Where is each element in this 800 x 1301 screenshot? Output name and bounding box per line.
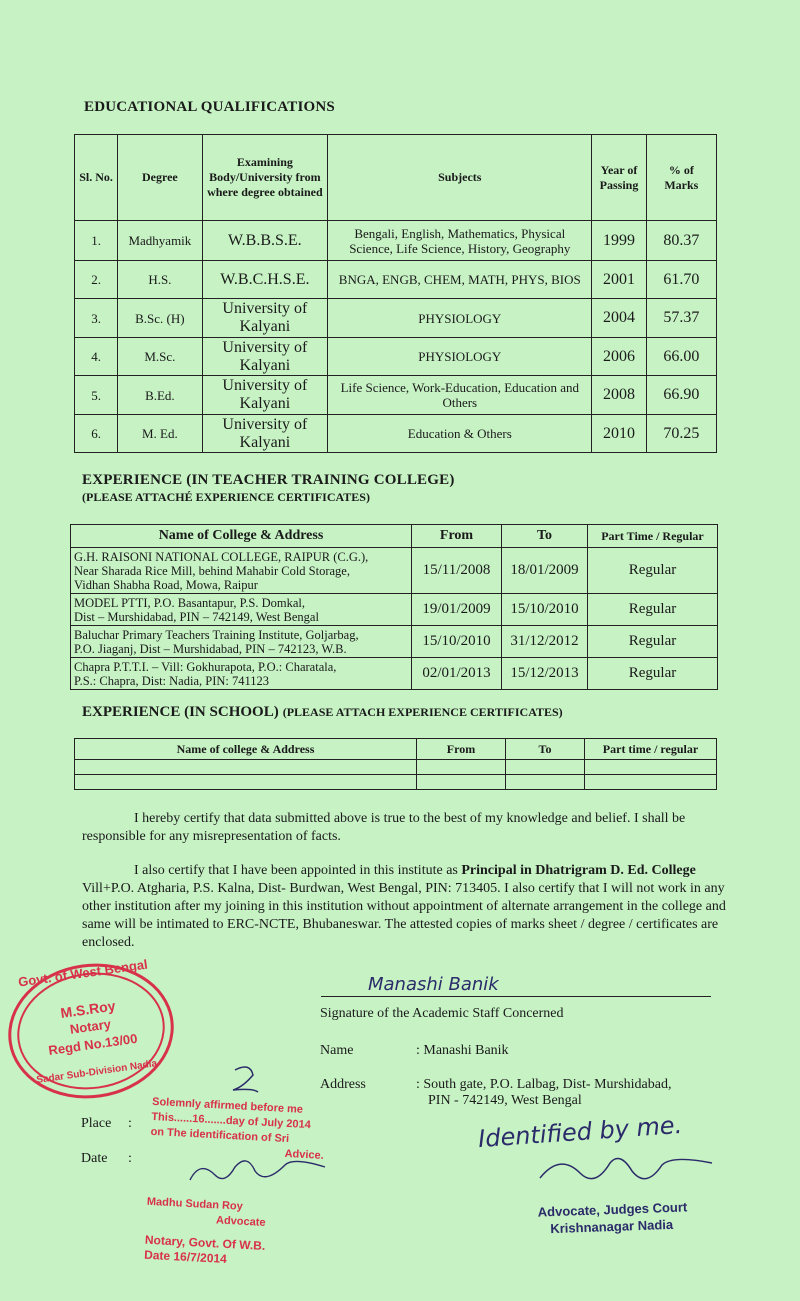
affirm-line: This......16.......day of July 2014 xyxy=(151,1110,312,1132)
affirm-line: Notary, Govt. Of W.B. xyxy=(144,1232,266,1253)
address-line: Vidhan Shabha Road, Mowa, Raipur xyxy=(74,577,258,592)
name-value: : Manashi Banik xyxy=(416,1043,509,1058)
seal-top-text: Govt. of West Bengal xyxy=(17,956,149,990)
handwritten-signature: Manashi Banik xyxy=(368,974,499,995)
col-type: Part Time / Regular xyxy=(588,525,718,548)
affirm-line: Date 16/7/2014 xyxy=(143,1247,228,1266)
address-line: Baluchar Primary Teachers Training Institute, Goljarbag, xyxy=(74,627,359,642)
declaration-para2 xyxy=(82,862,734,952)
degree-cell: B.Sc. (H) xyxy=(118,299,202,338)
seal-bottom-text: Sadar Sub-Division Nadia xyxy=(35,1058,158,1087)
sl-cell: 1. xyxy=(75,221,118,261)
col-college: Name of College & Address xyxy=(71,525,412,548)
col-to: To xyxy=(502,525,588,548)
seal-name: M.S.Roy xyxy=(59,997,117,1021)
degree-cell: M.Sc. xyxy=(118,338,202,376)
affirm-line: on The identification of Sri xyxy=(150,1125,290,1146)
type-cell: Regular xyxy=(588,658,718,690)
ttc-header-row xyxy=(71,525,718,548)
address-label: Address xyxy=(320,1077,366,1092)
col-examining-body: Examining Body/University from where degree obtained xyxy=(202,135,328,221)
place-label: Place xyxy=(81,1116,112,1131)
empty-cell xyxy=(585,775,717,790)
type-cell: Regular xyxy=(588,594,718,626)
body-cell: University of Kalyani xyxy=(202,415,328,453)
marks-cell: 66.90 xyxy=(646,376,716,415)
empty-cell xyxy=(417,760,506,775)
identified-handwriting: Identified by me. xyxy=(477,1110,684,1154)
table-row xyxy=(71,548,718,594)
degree-cell: M. Ed. xyxy=(118,415,202,453)
school-table xyxy=(74,738,717,790)
marks-cell: 61.70 xyxy=(646,261,716,299)
table-row xyxy=(75,376,717,415)
name-label: Name xyxy=(320,1043,354,1058)
ttc-title: EXPERIENCE (IN TEACHER TRAINING COLLEGE) xyxy=(82,472,455,488)
subjects-cell: Bengali, English, Mathematics, Physical Science, Life Science, History, Geography xyxy=(328,221,592,261)
col-from: From xyxy=(412,525,502,548)
year-cell: 2008 xyxy=(592,376,646,415)
col-year: Year of Passing xyxy=(592,135,646,221)
degree-cell: H.S. xyxy=(118,261,202,299)
body-cell: W.B.B.S.E. xyxy=(202,221,328,261)
education-table xyxy=(74,134,717,453)
type-cell: Regular xyxy=(588,626,718,658)
from-cell: 19/01/2009 xyxy=(412,594,502,626)
table-row xyxy=(75,415,717,453)
address-line: Dist – Murshidabad, PIN – 742149, West Bengal xyxy=(74,609,319,624)
empty-cell xyxy=(585,760,717,775)
address-line: MODEL PTTI, P.O. Basantapur, P.S. Domkal, xyxy=(74,595,305,610)
type-cell: Regular xyxy=(588,548,718,594)
address-line-2: PIN - 742149, West Bengal xyxy=(428,1093,582,1108)
year-cell: 2004 xyxy=(592,299,646,338)
subjects-cell: PHYSIOLOGY xyxy=(328,299,592,338)
subjects-cell: Life Science, Work-Education, Education and Others xyxy=(328,376,592,415)
affirm-line: Advocate xyxy=(215,1214,266,1229)
education-header-row xyxy=(75,135,717,221)
table-row xyxy=(75,760,717,775)
table-row xyxy=(75,261,717,299)
table-row xyxy=(71,594,718,626)
year-cell: 2006 xyxy=(592,338,646,376)
year-cell: 2001 xyxy=(592,261,646,299)
sl-cell: 4. xyxy=(75,338,118,376)
para2-bold: Principal in Dhatrigram D. Ed. College xyxy=(461,863,696,878)
school-heading xyxy=(82,703,563,721)
to-cell: 18/01/2009 xyxy=(502,548,588,594)
affirm-line: Advice. xyxy=(284,1147,325,1162)
table-row xyxy=(71,626,718,658)
address-line: P.S.: Chapra, Dist: Nadia, PIN: 741123 xyxy=(74,673,270,688)
year-cell: 2010 xyxy=(592,415,646,453)
marks-cell: 80.37 xyxy=(646,221,716,261)
sl-cell: 3. xyxy=(75,299,118,338)
subjects-cell: Education & Others xyxy=(328,415,592,453)
advocate-signature-scribble xyxy=(530,1148,730,1198)
to-cell: 15/10/2010 xyxy=(502,594,588,626)
col-type: Part time / regular xyxy=(585,739,717,760)
college-cell xyxy=(71,548,412,594)
empty-cell xyxy=(506,760,585,775)
seal-regd: Regd No.13/00 xyxy=(47,1030,139,1059)
from-cell: 15/10/2010 xyxy=(412,626,502,658)
to-cell: 15/12/2013 xyxy=(502,658,588,690)
col-sl-no: Sl. No. xyxy=(75,135,118,221)
signature-line xyxy=(321,996,711,997)
body-cell: W.B.C.H.S.E. xyxy=(202,261,328,299)
empty-cell xyxy=(75,760,417,775)
from-cell: 02/01/2013 xyxy=(412,658,502,690)
degree-cell: B.Ed. xyxy=(118,376,202,415)
para2-post: Vill+P.O. Atgharia, P.S. Kalna, Dist- Burdwan, West Bengal, PIN: 713405. I also certify that I will not work in any other institution after my joining in this institution without appointment of alternate arrangement in the college and same will be intimated to ERC-NCTE, Bhubaneswar. The attested copies of marks sheet / degree / certificates are enclosed. xyxy=(82,881,726,950)
date-label: Date xyxy=(81,1151,108,1166)
school-header-row xyxy=(75,739,717,760)
date-colon: : xyxy=(128,1151,132,1166)
ttc-table xyxy=(70,524,718,690)
advocate-stamp-line2: Krishnanagar Nadia xyxy=(550,1216,674,1237)
marks-cell: 66.00 xyxy=(646,338,716,376)
advocate-stamp-line1: Advocate, Judges Court xyxy=(537,1199,688,1220)
col-marks: % of Marks xyxy=(646,135,716,221)
table-row xyxy=(75,775,717,790)
col-subjects: Subjects xyxy=(328,135,592,221)
table-row xyxy=(75,299,717,338)
address-line: Chapra P.T.T.I. – Vill: Gokhurapota, P.O.: Charatala, xyxy=(74,659,337,674)
school-title: EXPERIENCE (IN SCHOOL) xyxy=(82,704,279,720)
college-cell xyxy=(71,594,412,626)
from-cell: 15/11/2008 xyxy=(412,548,502,594)
body-cell: University of Kalyani xyxy=(202,376,328,415)
address-line-1: : South gate, P.O. Lalbag, Dist- Murshidabad, xyxy=(416,1077,672,1092)
signature-caption: Signature of the Academic Staff Concerned xyxy=(320,1006,564,1021)
col-college: Name of college & Address xyxy=(75,739,417,760)
marks-cell: 57.37 xyxy=(646,299,716,338)
address-line: Near Sharada Rice Mill, behind Mahabir Cold Storage, xyxy=(74,563,350,578)
table-row xyxy=(75,221,717,261)
sl-cell: 6. xyxy=(75,415,118,453)
para2-pre: I also certify that I have been appointed in this institute as xyxy=(134,863,462,878)
col-degree: Degree xyxy=(118,135,202,221)
col-to: To xyxy=(506,739,585,760)
declaration-para1: I hereby certify that data submitted above is true to the best of my knowledge and belief. I shall be responsible for any misrepresentation of facts. xyxy=(82,811,686,844)
college-cell xyxy=(71,658,412,690)
affirm-line: Madhu Sudan Roy xyxy=(146,1195,244,1213)
empty-cell xyxy=(417,775,506,790)
address-line: G.H. RAISONI NATIONAL COLLEGE, RAIPUR (C.G.), xyxy=(74,549,369,564)
college-cell xyxy=(71,626,412,658)
address-value xyxy=(416,1077,671,1109)
degree-cell: Madhyamik xyxy=(118,221,202,261)
notary-signature-scribble xyxy=(170,1060,370,1220)
to-cell: 31/12/2012 xyxy=(502,626,588,658)
sl-cell: 2. xyxy=(75,261,118,299)
seal-notary: Notary xyxy=(68,1016,112,1037)
body-cell: University of Kalyani xyxy=(202,299,328,338)
subjects-cell: BNGA, ENGB, CHEM, MATH, PHYS, BIOS xyxy=(328,261,592,299)
place-colon: : xyxy=(128,1116,132,1131)
sl-cell: 5. xyxy=(75,376,118,415)
advocate-stamp xyxy=(537,1198,688,1237)
school-subtitle: (PLEASE ATTACH EXPERIENCE CERTIFICATES) xyxy=(282,705,563,719)
education-title: EDUCATIONAL QUALIFICATIONS xyxy=(84,99,335,115)
year-cell: 1999 xyxy=(592,221,646,261)
empty-cell xyxy=(75,775,417,790)
col-from: From xyxy=(417,739,506,760)
marks-cell: 70.25 xyxy=(646,415,716,453)
body-cell: University of Kalyani xyxy=(202,338,328,376)
subjects-cell: PHYSIOLOGY xyxy=(328,338,592,376)
table-row xyxy=(71,658,718,690)
table-row xyxy=(75,338,717,376)
affirm-line: Solemnly affirmed before me xyxy=(151,1095,304,1116)
notary-seal xyxy=(0,953,183,1109)
empty-cell xyxy=(506,775,585,790)
address-line: P.O. Jiaganj, Dist – Murshidabad, PIN – 742123, W.B. xyxy=(74,641,347,656)
ttc-subtitle: (PLEASE ATTACHÉ EXPERIENCE CERTIFICATES) xyxy=(82,490,370,504)
